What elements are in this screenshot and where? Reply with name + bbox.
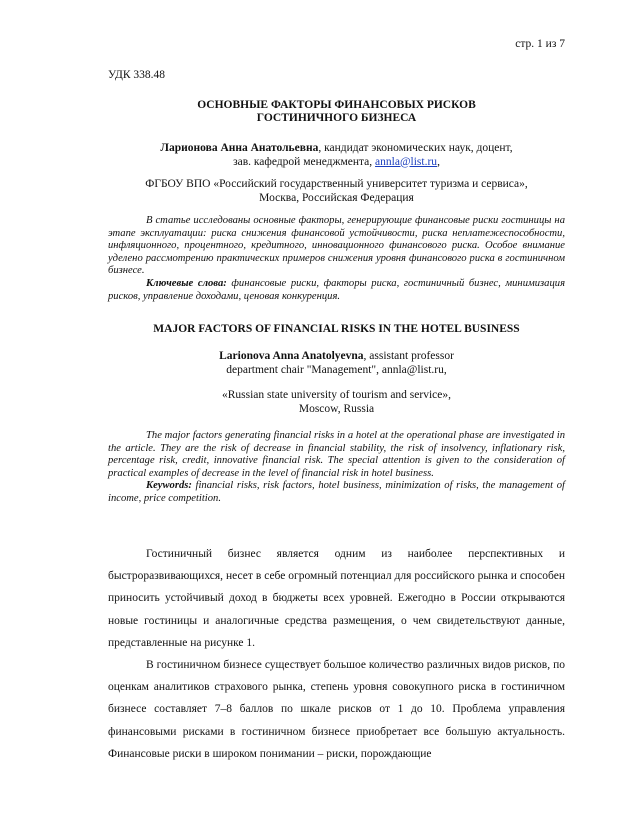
ru-abstract-text: В статье исследованы основные факторы, генерирующие финансовые риски гостиницы на этапе эксплуатации: риска снижения финансовой устойчивости, риска неплатежеспособности, инфляционного, процентного, кредитного, инновационного финансового риска. Особое внимание уделено рассмотрению практических примеров снижения уровня финансового риска в гостиничном бизнесе. <box>108 215 565 277</box>
ru-abstract <box>108 215 565 303</box>
en-keywords <box>108 480 565 505</box>
ru-org-block <box>108 178 565 205</box>
body-paragraph-1: Гостиничный бизнес является одним из наиболее перспективных и быстроразвивающихся, несет в себе огромный потенциал для российского рынка и способен приносить устойчивый доход в бюджеты всех уровней. Ежегодно в России открываются новые гостиницы и аналогичные средства размещения, о чем свидетельствуют данные, представленные на рисунке 1. <box>108 548 565 649</box>
en-author-name: Larionova Anna Anatolyevna <box>219 350 364 362</box>
ru-keywords-label: Ключевые слова: <box>146 277 227 289</box>
body-paragraph-2: В гостиничном бизнесе существует большое количество различных видов рисков, по оценкам аналитиков страхового рынка, степень уровня совокупного риска в гостиничном бизнесе составляет 7–8 баллов по шкале рисков от 1 до 10. Проблема управления финансовыми рисками в гостиничном бизнесе приобретает все большую актуальность. Финансовые риски в широком понимании – риски, порождающие <box>108 659 565 760</box>
ru-title-line1: ОСНОВНЫЕ ФАКТОРЫ ФИНАНСОВЫХ РИСКОВ <box>197 99 476 111</box>
en-keywords-label: Keywords: <box>146 480 192 492</box>
ru-author-email-link[interactable]: annla@list.ru <box>375 155 438 168</box>
en-org-line1: «Russian state university of tourism and service», <box>221 389 451 401</box>
ru-keywords <box>108 278 565 303</box>
ru-author-line2-suffix: , <box>437 155 440 168</box>
udk-code: УДК 338.48 <box>108 69 165 81</box>
en-author-title: , assistant professor <box>363 350 454 362</box>
ru-author-name: Ларионова Анна Анатольевна <box>160 142 319 154</box>
en-author-line2: department chair "Management", annla@list.ru, <box>226 363 447 376</box>
ru-title-line2: ГОСТИНИЧНОГО БИЗНЕСА <box>256 112 417 124</box>
ru-author-block <box>108 142 565 169</box>
page-number: стр. 1 из 7 <box>515 38 565 50</box>
en-abstract-text: The major factors generating financial risks in a hotel at the operational phase are investigated in the article. They are the risk of decrease in financial stability, the risk of insolvency, inflationary risk, percentage risk, credit, innovative financial risk. The special attention is given to the consideration of practical examples of decrease in the level of financial risk in hotel business. <box>108 430 565 479</box>
ru-org-line1: ФГБОУ ВПО «Российский государственный университет туризма и сервиса», <box>145 178 528 190</box>
en-org-block <box>108 389 565 416</box>
ru-author-title: , кандидат экономических наук, доцент, <box>318 142 513 154</box>
ru-keywords-text: финансовые риски, факторы риска, гостиничный бизнес, минимизация рисков, управление доходами, ценовая конкуренция. <box>108 277 565 302</box>
ru-author-line2 <box>108 156 565 170</box>
en-title: MAJOR FACTORS OF FINANCIAL RISKS IN THE HOTEL BUSINESS <box>153 323 520 335</box>
en-author-block <box>108 350 565 377</box>
ru-author-line1 <box>108 142 565 156</box>
ru-org-line2: Москва, Российская Федерация <box>259 191 414 204</box>
body-text <box>108 543 565 765</box>
ru-title <box>108 99 565 125</box>
ru-author-position: зав. кафедрой менеджмента, <box>233 155 376 168</box>
en-author-line1 <box>108 350 565 364</box>
en-keywords-text: financial risks, risk factors, hotel business, minimization of risks, the management of income, price competition. <box>108 480 565 504</box>
en-org-line2: Moscow, Russia <box>298 402 375 415</box>
en-abstract <box>108 430 565 506</box>
